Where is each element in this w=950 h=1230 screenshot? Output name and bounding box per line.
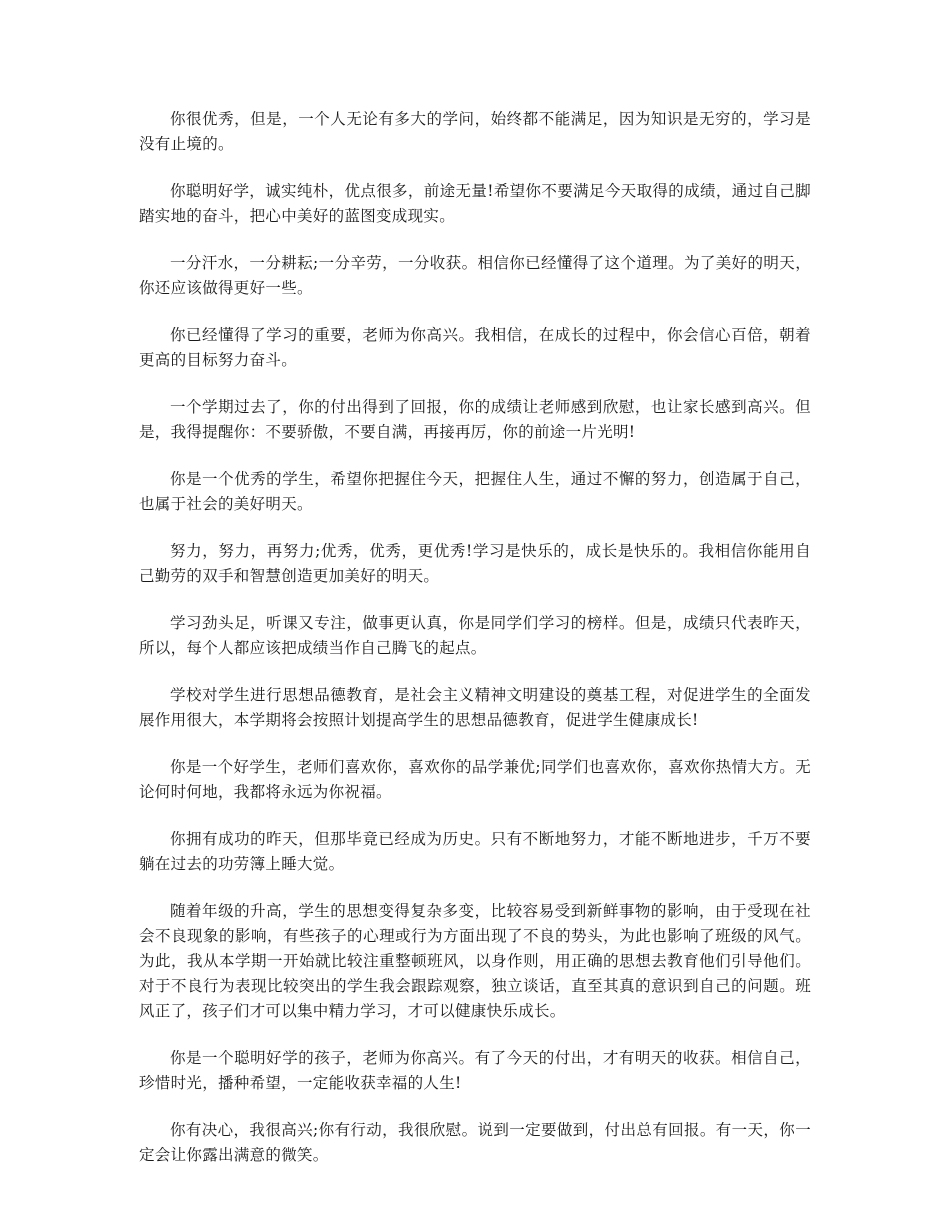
paragraph: 你聪明好学，诚实纯朴，优点很多，前途无量!希望你不要满足今天取得的成绩，通过自己脚踏实地的奋斗，把心中美好的蓝图变成现实。 [139,182,811,225]
paragraph: 学校对学生进行思想品德教育，是社会主义精神文明建设的奠基工程，对促进学生的全面发展作用很大，本学期将会按照计划提高学生的思想品德教育，促进学生健康成长! [139,686,811,729]
document-body [139,107,811,1190]
paragraph: 你有决心，我很高兴;你有行动，我很欣慰。说到一定要做到，付出总有回报。有一天，你一定会让你露出满意的微笑。 [139,1121,811,1164]
paragraph: 学习劲头足，听课又专注，做事更认真，你是同学们学习的榜样。但是，成绩只代表昨天，所以，每个人都应该把成绩当作自己腾飞的起点。 [139,614,811,657]
paragraph: 你是一个聪明好学的孩子，老师为你高兴。有了今天的付出，才有明天的收获。相信自己，珍惜时光，播种希望，一定能收获幸福的人生! [139,1049,811,1092]
paragraph: 你是一个好学生，老师们喜欢你，喜欢你的品学兼优;同学们也喜欢你，喜欢你热情大方。无论何时何地，我都将永远为你祝福。 [139,758,811,801]
paragraph: 你很优秀，但是，一个人无论有多大的学问，始终都不能满足，因为知识是无穷的，学习是没有止境的。 [139,110,811,153]
paragraph: 你是一个优秀的学生，希望你把握住今天，把握住人生，通过不懈的努力，创造属于自己，也属于社会的美好明天。 [139,470,811,513]
paragraph: 一个学期过去了，你的付出得到了回报，你的成绩让老师感到欣慰，也让家长感到高兴。但是，我得提醒你：不要骄傲，不要自满，再接再厉，你的前途一片光明! [139,398,811,441]
paragraph: 一分汗水，一分耕耘;一分辛劳，一分收获。相信你已经懂得了这个道理。为了美好的明天，你还应该做得更好一些。 [139,254,811,297]
paragraph: 你已经懂得了学习的重要，老师为你高兴。我相信，在成长的过程中，你会信心百倍，朝着更高的目标努力奋斗。 [139,326,811,369]
paragraph: 随着年级的升高，学生的思想变得复杂多变，比较容易受到新鲜事物的影响，由于受现在社会不良现象的影响，有些孩子的心理或行为方面出现了不良的势头，为此也影响了班级的风气。为此，我从本学期一开始就比较注重整顿班风，以身作则，用正确的思想去教育他们引导他们。对于不良行为表现比较突出的学生我会跟踪观察，独立谈话，直至其真的意识到自己的问题。班风正了，孩子们才可以集中精力学习，才可以健康快乐成长。 [139,902,811,1020]
paragraph: 努力，努力，再努力;优秀，优秀，更优秀!学习是快乐的，成长是快乐的。我相信你能用自己勤劳的双手和智慧创造更加美好的明天。 [139,542,811,585]
paragraph: 你拥有成功的昨天，但那毕竟已经成为历史。只有不断地努力，才能不断地进步，千万不要躺在过去的功劳簿上睡大觉。 [139,830,811,873]
